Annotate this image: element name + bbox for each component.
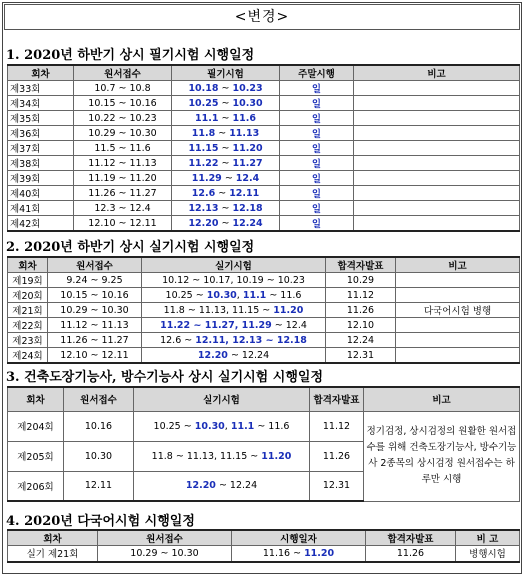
announcement-cell: 12.10: [326, 318, 396, 333]
weekend-cell: 일: [280, 81, 354, 96]
col-round: 회차: [8, 65, 74, 81]
practical-exam-cell: [142, 348, 326, 364]
application-cell: 12.10 ~ 12.11: [48, 348, 142, 364]
table-row: [8, 273, 520, 288]
date-text: ~ 12.24: [215, 480, 258, 492]
weekend-cell: 일: [280, 111, 354, 126]
highlighted-date: 12.13: [188, 202, 219, 214]
date-separator: ~: [221, 172, 236, 184]
date-separator: ~: [218, 202, 233, 214]
written-exam-cell: [172, 201, 280, 216]
date-text: 10.25 ~: [165, 289, 207, 301]
date-text: 10.25 ~: [153, 420, 195, 432]
announcement-cell: 11.26: [366, 546, 456, 562]
table-row: [8, 171, 520, 186]
highlighted-date: 11.20: [273, 304, 304, 316]
table-row: [8, 303, 520, 318]
col-practical-exam: 실기시험: [134, 387, 310, 411]
written-exam-cell: [172, 126, 280, 141]
table-row: [8, 201, 520, 216]
date-text: ~ 12.24: [227, 349, 270, 361]
round-cell: 제38회: [8, 156, 74, 171]
highlighted-date: 11.29: [191, 172, 222, 184]
highlighted-date: 10.30: [194, 420, 225, 432]
table-row: [8, 411, 520, 441]
weekend-cell: 일: [280, 126, 354, 141]
weekend-cell: 일: [280, 186, 354, 201]
round-cell: 제204회: [8, 411, 64, 441]
highlighted-date: 11.15: [188, 142, 219, 154]
date-separator: ~: [218, 142, 233, 154]
highlighted-date: 10.25: [188, 97, 219, 109]
written-exam-cell: [172, 141, 280, 156]
practical-exam-cell: [142, 318, 326, 333]
section-3-heading: 3. 건축도장기능사, 방수기능사 상시 실기시험 시행일정: [6, 370, 324, 385]
practical-exam-cell: [134, 411, 310, 441]
practical-exam-cell: [142, 273, 326, 288]
multilingual-exam-table: [7, 529, 520, 563]
weekend-cell: 일: [280, 141, 354, 156]
table-row: [8, 288, 520, 303]
highlighted-date: 11.20: [232, 142, 263, 154]
table-row: [8, 96, 520, 111]
application-cell: 10.15 ~ 10.16: [74, 96, 172, 111]
table-row: [8, 216, 520, 232]
application-cell: 12.10 ~ 12.11: [74, 216, 172, 232]
written-exam-cell: [172, 156, 280, 171]
written-exam-cell: [172, 81, 280, 96]
practical-exam-cell: [142, 333, 326, 348]
col-announcement: 합격자발표: [366, 530, 456, 546]
round-cell: 제33회: [8, 81, 74, 96]
table-row: [8, 126, 520, 141]
round-cell: 제206회: [8, 471, 64, 501]
application-cell: 10.29 ~ 10.30: [98, 546, 232, 562]
highlighted-date: 10.18: [188, 82, 219, 94]
round-cell: 제41회: [8, 201, 74, 216]
weekend-cell: 일: [280, 156, 354, 171]
round-cell: 제34회: [8, 96, 74, 111]
remark-cell: [354, 171, 520, 186]
highlighted-date: 11.20: [261, 450, 292, 462]
date-separator: ~: [218, 112, 233, 124]
highlighted-date: 10.23: [232, 82, 263, 94]
table-row: [8, 546, 520, 562]
highlighted-date: 12.20: [188, 217, 219, 229]
highlighted-date: 11.27: [232, 157, 263, 169]
highlighted-date: 12.11, 12.13 ~ 12.18: [195, 334, 307, 346]
remark-cell: [354, 201, 520, 216]
announcement-cell: 12.24: [326, 333, 396, 348]
painting-waterproof-table: [7, 386, 520, 502]
date-text: ,: [224, 420, 231, 432]
round-cell: 제36회: [8, 126, 74, 141]
highlighted-date: 11.8: [191, 127, 216, 139]
remark-cell: [354, 141, 520, 156]
weekend-cell: 일: [280, 201, 354, 216]
application-cell: 10.15 ~ 10.16: [48, 288, 142, 303]
round-cell: 제40회: [8, 186, 74, 201]
col-practical-exam: 실기시험: [142, 257, 326, 273]
round-cell: 제39회: [8, 171, 74, 186]
table-row: [8, 156, 520, 171]
col-application: 원서접수: [48, 257, 142, 273]
application-cell: 10.7 ~ 10.8: [74, 81, 172, 96]
written-exam-table: [7, 64, 520, 232]
date-separator: ~: [215, 127, 230, 139]
table-row: [8, 333, 520, 348]
table-row: [8, 81, 520, 96]
written-exam-cell: [172, 111, 280, 126]
remark-cell: [354, 126, 520, 141]
application-cell: 11.5 ~ 11.6: [74, 141, 172, 156]
practical-exam-cell: [134, 471, 310, 501]
remark-cell: [396, 318, 520, 333]
col-round: 회차: [8, 257, 48, 273]
round-cell: 제23회: [8, 333, 48, 348]
weekend-cell: 일: [280, 171, 354, 186]
round-cell: 제205회: [8, 441, 64, 471]
announcement-cell: 11.26: [310, 441, 364, 471]
section-4-heading: 4. 2020년 다국어시험 시행일정: [6, 514, 195, 529]
application-cell: 10.29 ~ 10.30: [74, 126, 172, 141]
application-cell: 10.16: [64, 411, 134, 441]
date-text: 12.6 ~: [160, 334, 196, 346]
practical-exam-cell: [142, 303, 326, 318]
highlighted-date: 12.11: [229, 187, 260, 199]
remark-cell: [354, 186, 520, 201]
highlighted-date: 12.20: [197, 349, 228, 361]
table-row: [8, 141, 520, 156]
table-row: [8, 318, 520, 333]
col-remark: 비 고: [456, 530, 520, 546]
application-cell: 9.24 ~ 9.25: [48, 273, 142, 288]
application-cell: 12.11: [64, 471, 134, 501]
application-cell: 11.12 ~ 11.13: [48, 318, 142, 333]
highlighted-date: 11.1: [242, 289, 267, 301]
highlighted-date: 12.24: [232, 217, 263, 229]
written-exam-cell: [172, 186, 280, 201]
remark-cell: 병행시험: [456, 546, 520, 562]
date-text: ~ 11.6: [266, 289, 302, 301]
application-cell: 10.29 ~ 10.30: [48, 303, 142, 318]
announcement-cell: 10.29: [326, 273, 396, 288]
round-cell: 실기 제21회: [8, 546, 98, 562]
col-round: 회차: [8, 387, 64, 411]
remark-cell: [354, 81, 520, 96]
date-separator: ~: [218, 217, 233, 229]
highlighted-date: 12.4: [235, 172, 260, 184]
announcement-cell: 12.31: [326, 348, 396, 364]
remark-cell: [354, 111, 520, 126]
written-exam-cell: [172, 171, 280, 186]
date-text: ~ 12.4: [271, 319, 307, 331]
round-cell: 제37회: [8, 141, 74, 156]
announcement-cell: 12.31: [310, 471, 364, 501]
highlighted-date: 11.6: [232, 112, 256, 124]
date-separator: ~: [218, 82, 233, 94]
remark-cell: [396, 273, 520, 288]
exam-date-cell: 11.16 ~ 11.20: [232, 546, 366, 562]
date-text: ~ 11.6: [254, 420, 290, 432]
date-separator: ~: [218, 157, 233, 169]
col-application: 원서접수: [64, 387, 134, 411]
col-round: 회차: [8, 530, 98, 546]
col-announcement: 합격자발표: [310, 387, 364, 411]
col-application: 원서접수: [98, 530, 232, 546]
written-exam-cell: [172, 96, 280, 111]
announcement-cell: 11.26: [326, 303, 396, 318]
application-cell: 11.26 ~ 11.27: [74, 186, 172, 201]
highlighted-date: 11.22: [188, 157, 219, 169]
col-exam-date: 시행일자: [232, 530, 366, 546]
remark-cell: [396, 348, 520, 364]
highlighted-date: 11.1: [230, 420, 255, 432]
application-cell: 10.30: [64, 441, 134, 471]
date-text: 11.8 ~ 11.13, 11.15 ~: [151, 450, 262, 462]
col-remark: 비고: [396, 257, 520, 273]
round-cell: 제35회: [8, 111, 74, 126]
highlighted-date: 12.6: [191, 187, 216, 199]
application-cell: 11.19 ~ 11.20: [74, 171, 172, 186]
date-text: 10.12 ~ 10.17, 10.19 ~ 10.23: [162, 274, 305, 286]
highlighted-date: 12.18: [232, 202, 263, 214]
remark-cell: 정기검정, 상시검정의 원활한 원서접수를 위해 건축도장기능사, 방수기능사 2종목의 상시검정 원서접수는 하루만 시행: [364, 411, 520, 501]
remark-cell: [354, 96, 520, 111]
highlighted-date: 11.13: [229, 127, 260, 139]
highlighted-date: 10.30: [232, 97, 263, 109]
col-announcement: 합격자발표: [326, 257, 396, 273]
remark-cell: [396, 333, 520, 348]
round-cell: 제21회: [8, 303, 48, 318]
section-1-heading: 1. 2020년 하반기 상시 필기시험 시행일정: [6, 48, 255, 63]
date-text: ,: [236, 289, 243, 301]
weekend-cell: 일: [280, 96, 354, 111]
practical-exam-cell: [134, 441, 310, 471]
page-title: <변경>: [4, 4, 520, 30]
written-exam-cell: [172, 216, 280, 232]
table-row: [8, 111, 520, 126]
practical-exam-cell: [142, 288, 326, 303]
application-cell: 10.22 ~ 10.23: [74, 111, 172, 126]
practical-exam-table: [7, 256, 520, 364]
col-application: 원서접수: [74, 65, 172, 81]
round-cell: 제19회: [8, 273, 48, 288]
date-separator: ~: [215, 187, 230, 199]
remark-cell: [354, 216, 520, 232]
col-written-exam: 필기시험: [172, 65, 280, 81]
date-text: 11.8 ~ 11.13, 11.15 ~: [163, 304, 274, 316]
round-cell: 제20회: [8, 288, 48, 303]
announcement-cell: 11.12: [326, 288, 396, 303]
application-cell: 11.12 ~ 11.13: [74, 156, 172, 171]
highlighted-date: 11.1: [195, 112, 219, 124]
col-remark: 비고: [364, 387, 520, 411]
highlighted-date: 12.20: [185, 480, 216, 492]
col-remark: 비고: [354, 65, 520, 81]
application-cell: 11.26 ~ 11.27: [48, 333, 142, 348]
remark-cell: [354, 156, 520, 171]
remark-cell: 다국어시험 병행: [396, 303, 520, 318]
round-cell: 제22회: [8, 318, 48, 333]
highlighted-date: 11.22 ~ 11.27, 11.29: [160, 319, 272, 331]
weekend-cell: 일: [280, 216, 354, 232]
section-2-heading: 2. 2020년 하반기 상시 실기시험 시행일정: [6, 240, 255, 255]
round-cell: 제42회: [8, 216, 74, 232]
announcement-cell: 11.12: [310, 411, 364, 441]
col-weekend: 주말시행: [280, 65, 354, 81]
table-row: [8, 348, 520, 364]
application-cell: 12.3 ~ 12.4: [74, 201, 172, 216]
table-row: [8, 186, 520, 201]
date-separator: ~: [218, 97, 233, 109]
round-cell: 제24회: [8, 348, 48, 364]
remark-cell: [396, 288, 520, 303]
highlighted-date: 10.30: [206, 289, 237, 301]
